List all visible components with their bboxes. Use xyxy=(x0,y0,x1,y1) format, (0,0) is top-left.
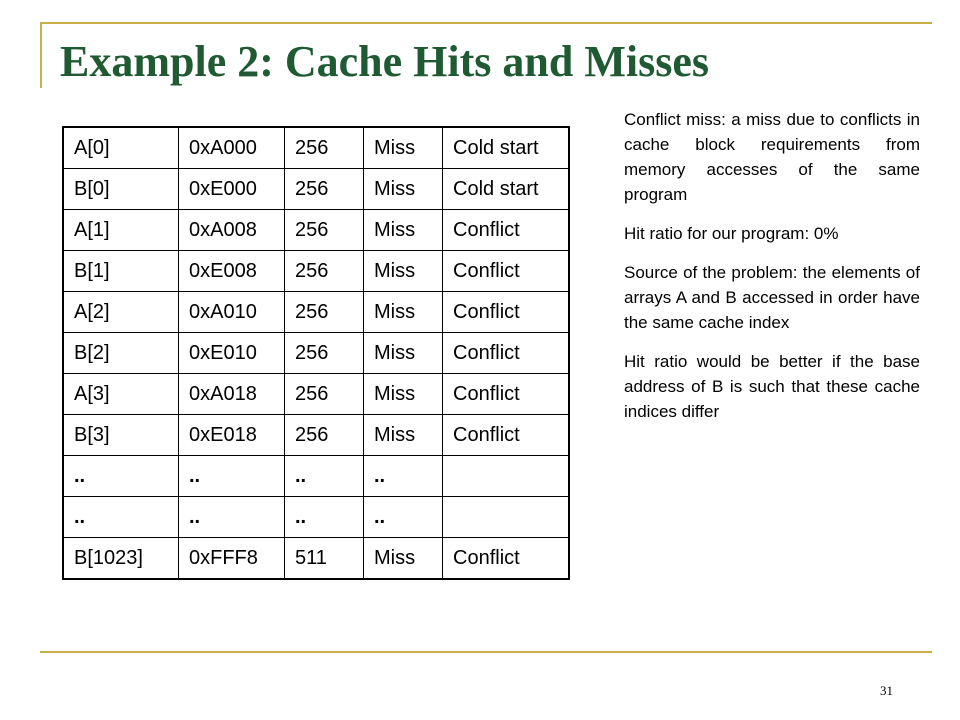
table-cell: Cold start xyxy=(443,169,570,210)
table-cell: A[0] xyxy=(63,127,179,169)
note-hit-ratio: Hit ratio for our program: 0% xyxy=(624,224,839,243)
table-cell: 511 xyxy=(285,538,364,580)
table-cell: 256 xyxy=(285,210,364,251)
top-rule xyxy=(40,22,932,24)
table-cell: Miss xyxy=(364,251,443,292)
table-cell: B[3] xyxy=(63,415,179,456)
table-cell: Cold start xyxy=(443,127,570,169)
table-cell: .. xyxy=(285,497,364,538)
table-row xyxy=(63,127,569,169)
table-cell: B[2] xyxy=(63,333,179,374)
table-cell: 256 xyxy=(285,374,364,415)
slide-title: Example 2: Cache Hits and Misses xyxy=(60,37,709,86)
table-cell: A[1] xyxy=(63,210,179,251)
table-cell: Miss xyxy=(364,210,443,251)
table-cell: 256 xyxy=(285,251,364,292)
table-cell: Miss xyxy=(364,292,443,333)
table-cell: 256 xyxy=(285,415,364,456)
table-cell: 0xA008 xyxy=(179,210,285,251)
table-cell: 0xE000 xyxy=(179,169,285,210)
table-cell: 0xA010 xyxy=(179,292,285,333)
table-cell: 256 xyxy=(285,333,364,374)
table-row xyxy=(63,210,569,251)
table-cell: 0xA018 xyxy=(179,374,285,415)
bottom-rule xyxy=(40,651,932,653)
table-cell: Miss xyxy=(364,127,443,169)
table-row xyxy=(63,292,569,333)
table-row xyxy=(63,169,569,210)
table-cell: 0xA000 xyxy=(179,127,285,169)
table-cell: B[1023] xyxy=(63,538,179,580)
table-cell: .. xyxy=(364,456,443,497)
table-cell: 256 xyxy=(285,292,364,333)
table-cell: 256 xyxy=(285,127,364,169)
table-cell: .. xyxy=(63,456,179,497)
table-cell: .. xyxy=(63,497,179,538)
table-cell: Conflict xyxy=(443,210,570,251)
table-cell: 0xE010 xyxy=(179,333,285,374)
table-cell: Conflict xyxy=(443,333,570,374)
table-cell: .. xyxy=(285,456,364,497)
note-conflict-miss: Conflict miss: a miss due to conflicts in cache block requirements from memory accesses of the same program xyxy=(624,110,920,204)
table-row xyxy=(63,456,569,497)
table-cell: Conflict xyxy=(443,251,570,292)
table-cell: Conflict xyxy=(443,415,570,456)
table-row xyxy=(63,415,569,456)
note-improvement: Hit ratio would be better if the base address of B is such that these cache indices differ xyxy=(624,352,920,421)
table-row xyxy=(63,374,569,415)
table-cell: 0xFFF8 xyxy=(179,538,285,580)
notes-panel xyxy=(624,107,920,438)
table-cell: Miss xyxy=(364,415,443,456)
table-cell: .. xyxy=(179,497,285,538)
table-row xyxy=(63,538,569,580)
table-cell: B[0] xyxy=(63,169,179,210)
table-cell: Miss xyxy=(364,333,443,374)
table-cell xyxy=(443,456,570,497)
table-row xyxy=(63,251,569,292)
cache-table-body xyxy=(63,127,569,579)
table-cell: 0xE008 xyxy=(179,251,285,292)
table-row xyxy=(63,333,569,374)
table-cell: A[2] xyxy=(63,292,179,333)
page-number: 31 xyxy=(880,683,893,698)
table-cell: .. xyxy=(364,497,443,538)
note-problem-source: Source of the problem: the elements of arrays A and B accessed in order have the same cache index xyxy=(624,263,920,332)
table-cell: Miss xyxy=(364,169,443,210)
cache-access-table xyxy=(62,126,570,580)
table-cell xyxy=(443,497,570,538)
table-cell: Miss xyxy=(364,538,443,580)
table-cell: Conflict xyxy=(443,374,570,415)
table-cell: .. xyxy=(179,456,285,497)
table-cell: Conflict xyxy=(443,292,570,333)
table-cell: 0xE018 xyxy=(179,415,285,456)
table-row xyxy=(63,497,569,538)
table-cell: B[1] xyxy=(63,251,179,292)
table-cell: Conflict xyxy=(443,538,570,580)
table-cell: A[3] xyxy=(63,374,179,415)
table-cell: Miss xyxy=(364,374,443,415)
table-cell: 256 xyxy=(285,169,364,210)
left-rule xyxy=(40,22,42,88)
